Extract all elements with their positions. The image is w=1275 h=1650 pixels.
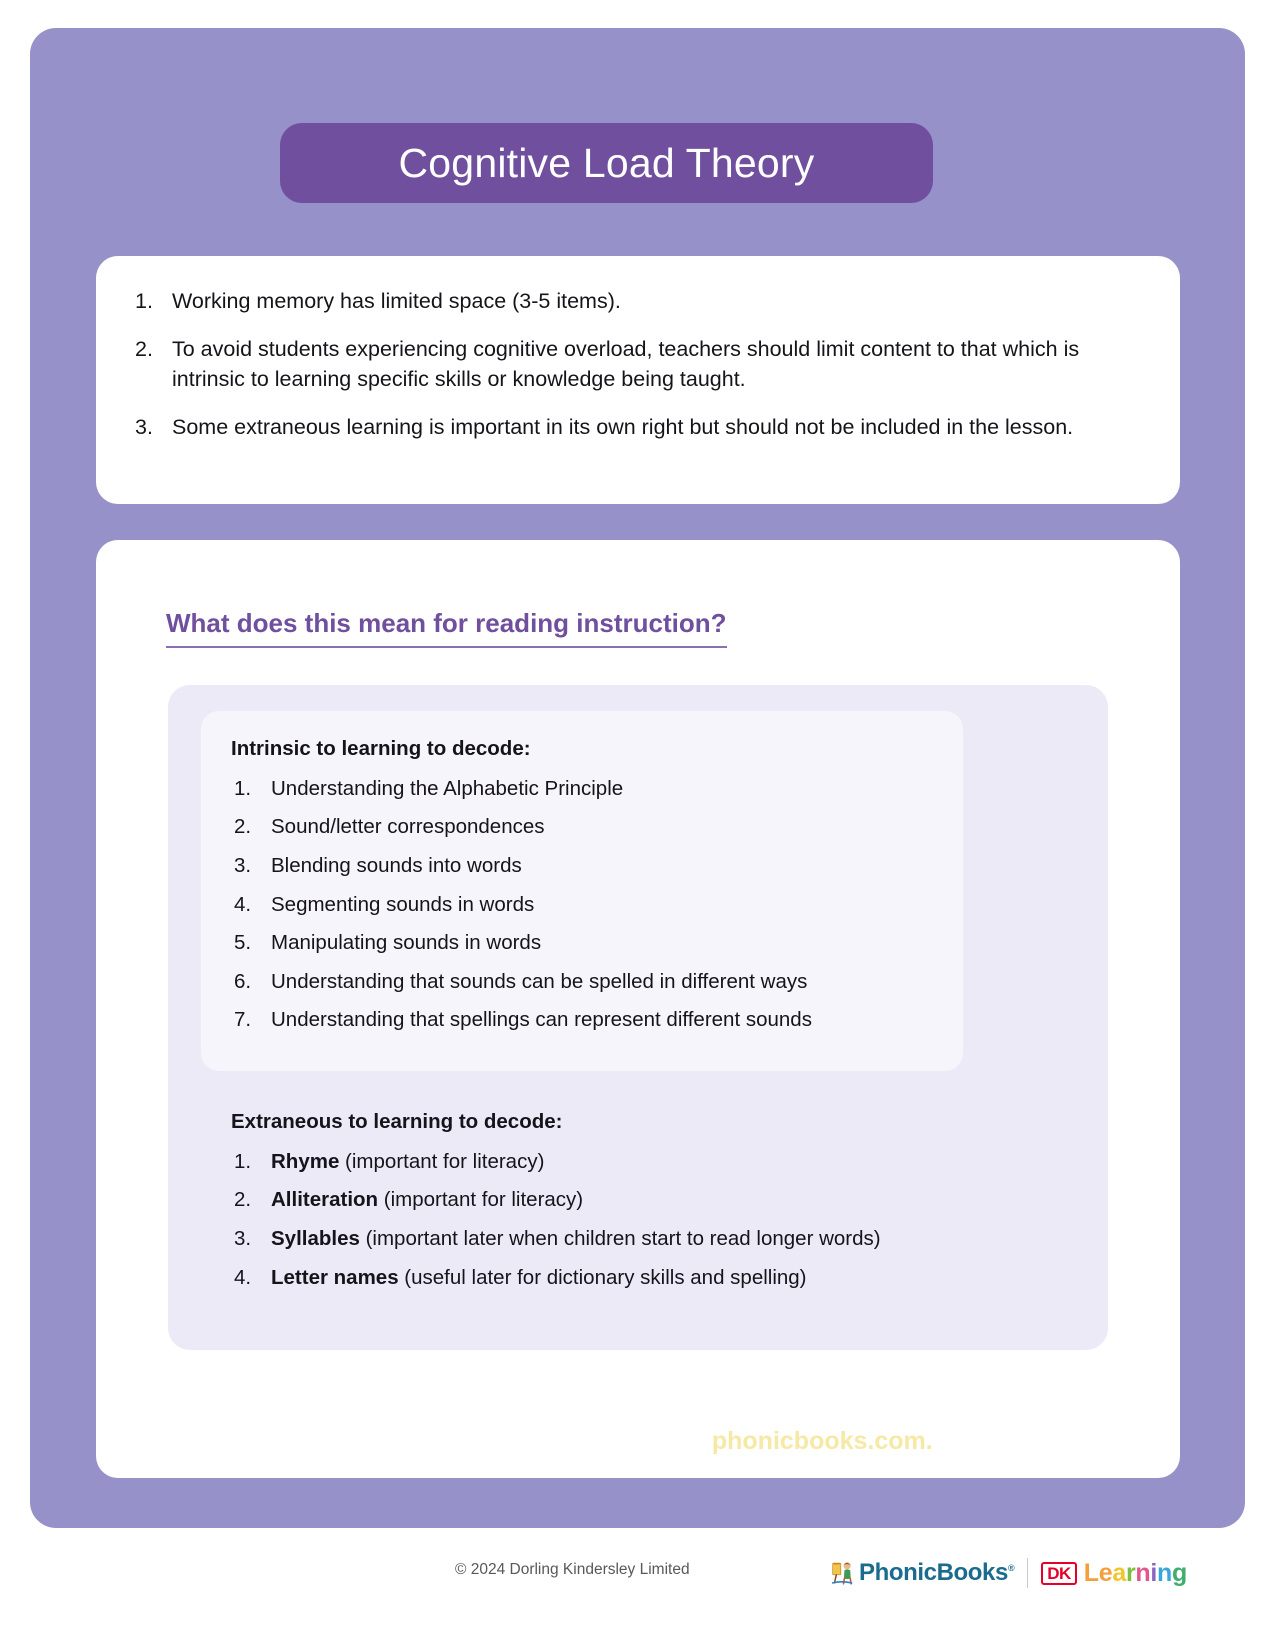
footer-logos (830, 1550, 1187, 1596)
list-item-detail: (useful later for dictionary skills and spelling) (398, 1265, 807, 1289)
list-item-detail: (important for literacy) (378, 1188, 584, 1212)
list-item: Segmenting sounds in words (271, 892, 535, 916)
list-item: Blending sounds into words (271, 853, 522, 877)
extraneous-block (231, 1110, 1071, 1291)
dk-learning-letter: e (1098, 1558, 1113, 1587)
list-item: Manipulating sounds in words (271, 931, 542, 955)
list-item-term: Rhyme (271, 1149, 340, 1173)
extraneous-heading: Extraneous to learning to decode: (231, 1110, 563, 1133)
dk-badge-text: DK (1047, 1563, 1071, 1583)
list-item: Working memory has limited space (3-5 items). (172, 289, 621, 313)
intrinsic-list (231, 776, 933, 1034)
dk-learning-wordmark (1083, 1558, 1187, 1587)
dk-learning-letter: i (1150, 1558, 1158, 1587)
list-item (231, 1265, 1071, 1292)
page-footer (0, 1548, 1275, 1618)
list-item-detail: (important for literacy) (339, 1149, 545, 1173)
copyright-text: © 2024 Dorling Kindersley Limited (455, 1561, 690, 1578)
list-item: Some extraneous learning is important in its own right but should not be included in the lesson. (172, 414, 1074, 439)
list-item: To avoid students experiencing cognitive overload, teachers should limit content to that which is intrinsic to learning specific skills or knowledge being taught. (172, 336, 1080, 392)
list-item (231, 1226, 1071, 1253)
list-item-detail: (important later when children start to read longer words) (359, 1226, 881, 1250)
list-item: Understanding the Alphabetic Principle (271, 776, 624, 800)
title-pill (280, 123, 933, 203)
decode-panel (168, 685, 1108, 1350)
dk-learning-letter: r (1125, 1558, 1136, 1587)
intrinsic-heading: Intrinsic to learning to decode: (231, 737, 531, 760)
phonicbooks-logo (830, 1559, 1014, 1587)
section-heading-wrap (166, 608, 727, 648)
phonicbooks-link[interactable]: phonicbooks.com. (711, 1427, 933, 1455)
dk-learning-letter: a (1112, 1558, 1126, 1587)
cta-line (30, 1426, 1245, 1456)
trademark-symbol: ® (1007, 1563, 1015, 1573)
phonicbooks-word-text: PhonicBooks (859, 1559, 1008, 1586)
section-heading: What does this mean for reading instruction? (166, 608, 727, 648)
list-item: Understanding that spellings can represent different sounds (271, 1008, 812, 1032)
list-item-term: Alliteration (271, 1188, 379, 1212)
phonicbooks-wordmark (859, 1561, 1014, 1585)
dk-learning-letter: n (1157, 1558, 1173, 1587)
list-item-term: Syllables (271, 1226, 360, 1250)
page-title: Cognitive Load Theory (398, 139, 815, 186)
dk-learning-letter: n (1135, 1558, 1151, 1587)
key-points-card (96, 256, 1180, 504)
reading-instruction-card (96, 540, 1180, 1478)
extraneous-list (231, 1149, 1071, 1292)
dk-learning-letter: g (1172, 1558, 1187, 1587)
cta-prefix: For more information please visit (342, 1427, 712, 1455)
poster-panel (30, 28, 1245, 1528)
list-item: Sound/letter correspondences (271, 815, 545, 839)
list-item-term: Letter names (271, 1265, 399, 1289)
logo-divider (1027, 1558, 1028, 1588)
dk-learning-letter: L (1083, 1558, 1099, 1587)
intrinsic-card (201, 711, 963, 1071)
list-item: Understanding that sounds can be spelled in different ways (271, 969, 808, 993)
phonicbooks-character-icon (830, 1559, 857, 1587)
dk-badge (1041, 1562, 1077, 1585)
dk-learning-logo (1041, 1558, 1187, 1587)
list-item (231, 1187, 1071, 1214)
key-points-list (130, 286, 1146, 442)
list-item (231, 1149, 1071, 1176)
